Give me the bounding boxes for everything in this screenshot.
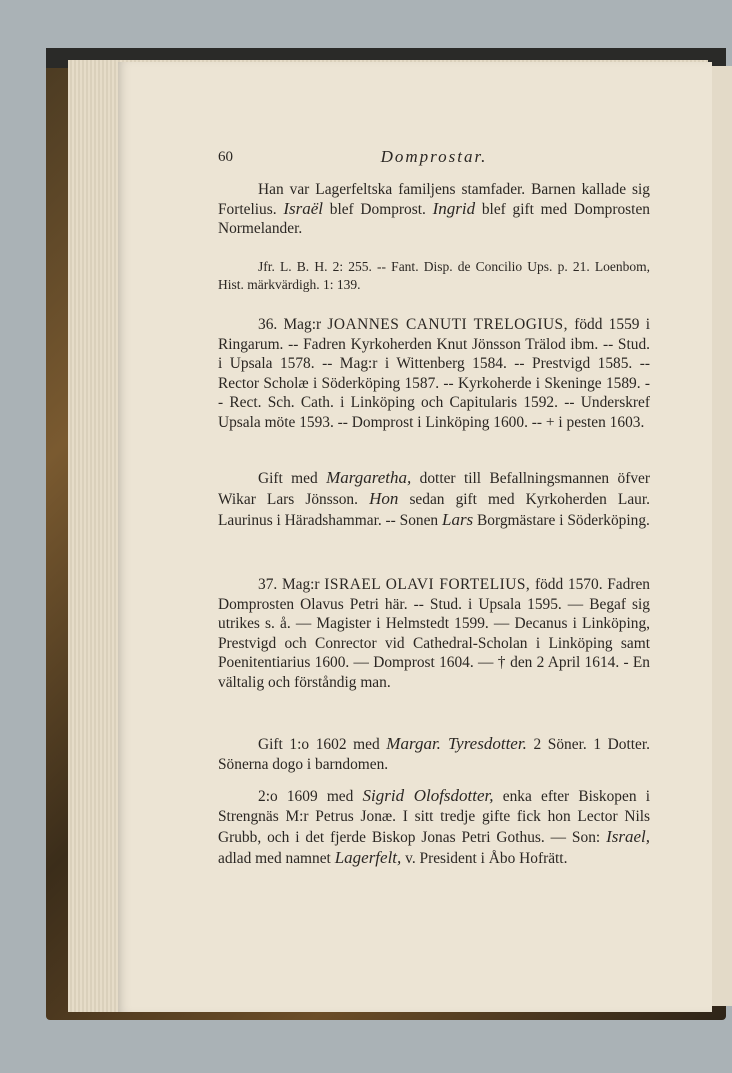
entry-name: ISRAEL OLAVI FORTELIUS,	[324, 576, 531, 593]
text-run: Han var Lagerfeltska familjens stamfader. Barnen kallade sig Fortelius.	[218, 181, 650, 218]
text-run: 2 Söner. 1 Dotter. Sönerna dogo i barndomen.	[218, 736, 650, 773]
name-italic: Hon	[369, 489, 399, 508]
text-run: 2:o 1609 med	[258, 788, 354, 805]
page-number: 60	[218, 149, 233, 165]
name-italic: Margaretha,	[326, 468, 412, 487]
text-run: enka efter Biskopen i Strengnäs M:r Petrus Jonæ. I sitt tredje gifte fick hon Lector Nils Grubb, och i det fjerde Biskop Jonas Petri Gothus. — Son:	[218, 788, 650, 846]
marriage-37-second	[218, 786, 650, 869]
entry-36	[218, 315, 650, 433]
name-italic: Israël	[283, 199, 323, 218]
page-header	[218, 149, 650, 169]
text-run: blef Domprost.	[329, 201, 426, 218]
references	[218, 258, 650, 294]
name-italic: Israel,	[606, 827, 650, 846]
name-italic: Ingrid	[432, 199, 476, 218]
entry-number: 37. Mag:r	[258, 576, 320, 593]
entry-body: född 1570. Fadren Domprosten Olavus Petri här. -- Stud. i Upsala 1595. — Begaf sig utrikes s. å. — Magister i Helmstedt 1599. — Decanus i Linköping, Prestvigd och Conrector vid Cathedral-Scholan i Linköping samt Poenitentiarius 1600. — Domprost 1604. — † den 2 April 1614. - En vältalig och förståndig man.	[218, 576, 650, 691]
name-italic: Lars	[441, 510, 474, 529]
text-run: adlad med namnet	[218, 850, 331, 867]
name-italic: Margar. Tyresdotter.	[386, 734, 527, 753]
entry-body: född 1559 i Ringarum. -- Fadren Kyrkoherden Knut Jönsson Trälod ibm. -- Stud. i Upsala 1578. -- Mag:r i Wittenberg 1584. -- Prestvigd 1585. -- Rector Scholæ i Söderköping 1587. -- Kyrkoherde i Skeninge 1589. -- Rect. Sch. Cath. i Linköping och Capitularis 1592. -- Underskref Upsala möte 1593. -- Domprost i Linköping 1600. -- + i pesten 1603.	[218, 316, 650, 431]
marriage-37-first	[218, 734, 650, 775]
text-run: Gift med	[258, 470, 318, 487]
running-head: Domprostar.	[380, 147, 488, 166]
entry-name: JOANNES CANUTI TRELOGIUS,	[327, 316, 568, 333]
text-run: Borgmästare i Söderköping.	[477, 512, 650, 529]
text-run: dotter till Befallningsmannen öfver Wikar Lars Jönsson.	[218, 470, 650, 508]
entry-number: 36. Mag:r	[258, 316, 322, 333]
name-italic: Lagerfelt,	[334, 848, 402, 867]
name-italic: Sigrid Olofsdotter,	[362, 786, 494, 805]
text-run: sedan gift med Kyrkoherden Laur. Laurinus i Häradshammar. -- Sonen	[218, 491, 650, 529]
marriage-36	[218, 468, 650, 531]
entry-37	[218, 575, 650, 693]
text-run: Gift 1:o 1602 med	[258, 736, 380, 753]
paragraph-intro	[218, 180, 650, 238]
text-run: blef gift med Domprosten Normelander.	[218, 201, 650, 237]
text-run: v. President i Åbo Hofrätt.	[405, 850, 568, 867]
reference-text: Jfr. L. B. H. 2: 255. -- Fant. Disp. de Concilio Ups. p. 21. Loenbom, Hist. märkvärdigh. 1: 139.	[218, 259, 650, 292]
